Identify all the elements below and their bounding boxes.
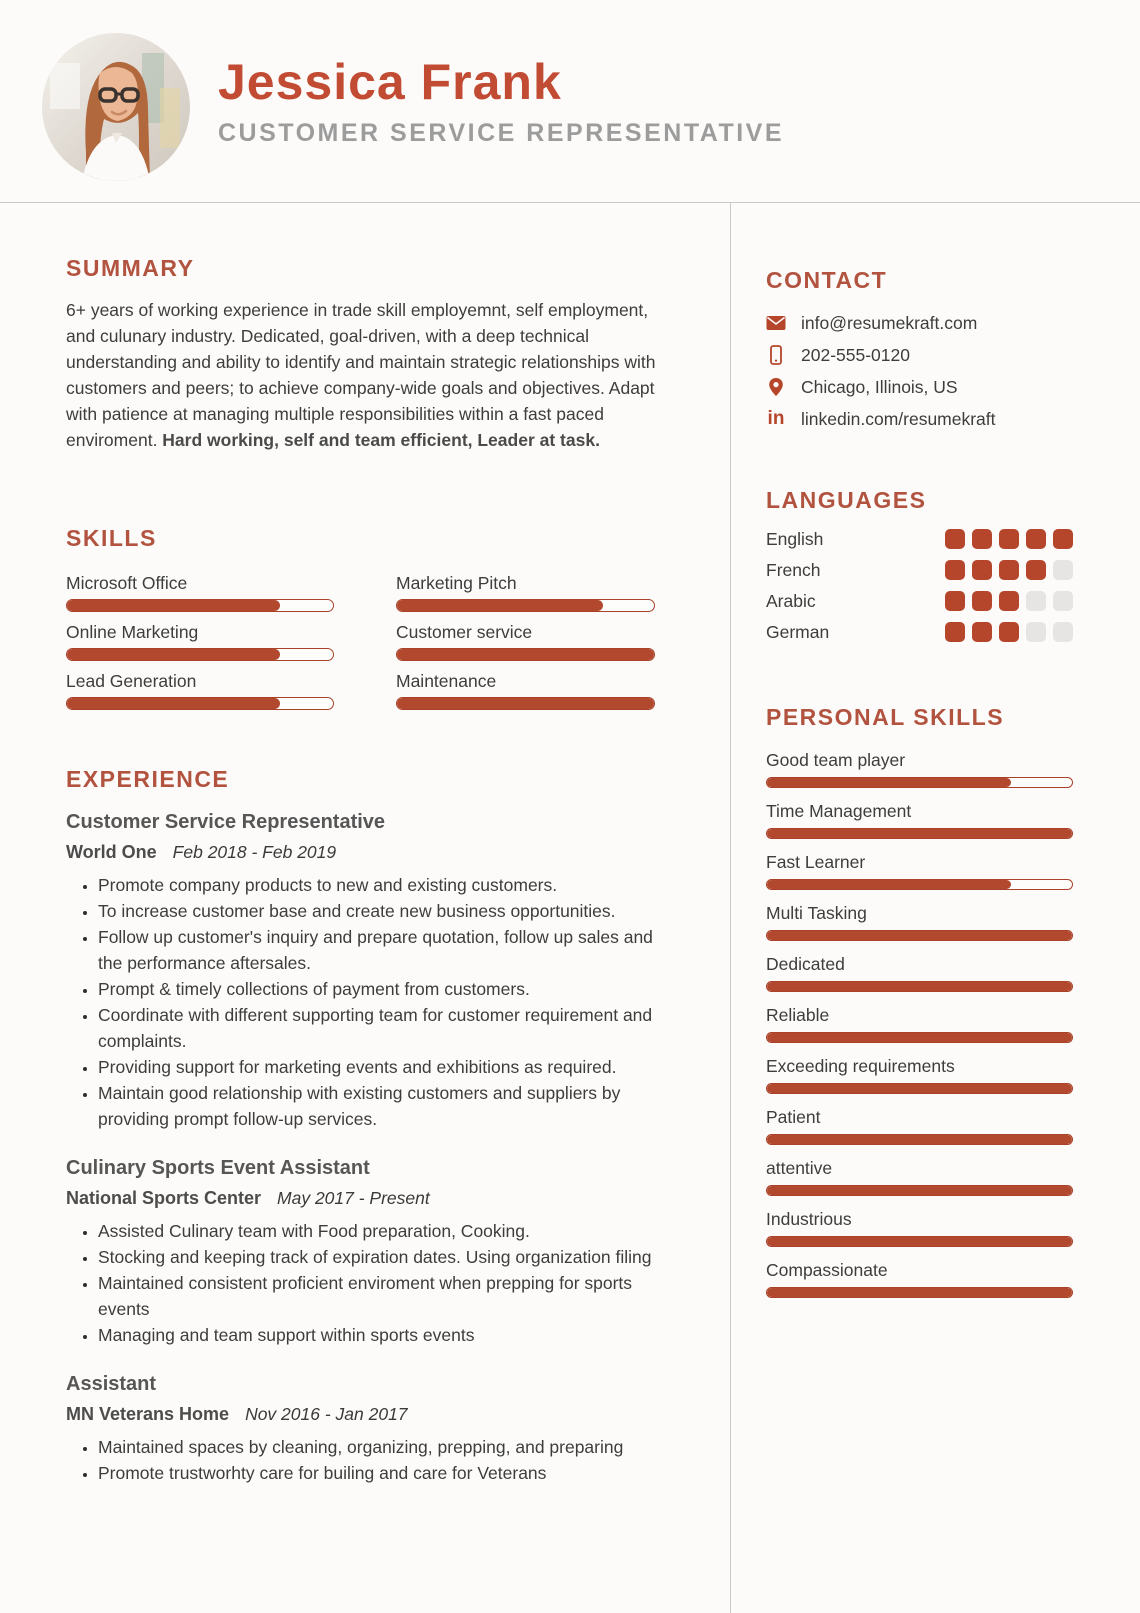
person-job-title: CUSTOMER SERVICE REPRESENTATIVE [218,119,785,147]
contact-row-email [766,313,1140,333]
skill-item [66,671,334,710]
skill-bar [66,697,334,710]
skill-item [66,622,334,661]
job-bullet: • Maintain good relationship with existing customers and suppliers by providing prompt follow-up services. [98,1080,662,1132]
personal-skill-bar-fill [767,778,1011,787]
level-square-filled [1053,529,1073,549]
personal-skill-label: Industrious [766,1209,852,1229]
job-company: National Sports Center [66,1188,262,1208]
skill-item [396,573,655,612]
job-bullet: • Managing and team support within sports events [98,1322,662,1348]
personal-skill-bar-fill [767,931,1072,940]
personal-skill-item [766,903,1073,941]
job-bullet: • Coordinate with different supporting team for customer requirement and complaints. [98,1002,662,1054]
personal-skill-bar [766,828,1073,839]
personal-skill-bar-fill [767,829,1072,838]
language-row [766,591,1073,611]
job-meta [66,840,662,866]
level-square-empty [1026,622,1046,642]
level-square-empty [1053,591,1073,611]
job-bullet: • To increase customer base and create new business opportunities. [98,898,662,924]
personal-skill-bar-fill [767,1033,1072,1042]
personal-skill-bar [766,1134,1073,1145]
personal-skill-item [766,750,1073,788]
personal-skill-label: Time Management [766,801,912,821]
level-square-filled [945,622,965,642]
personal-skill-rows [766,750,1073,1298]
language-level-squares [945,622,1073,642]
language-label: Arabic [766,590,816,611]
personal-skill-label: Exceeding requirements [766,1056,955,1076]
personal-skill-bar [766,981,1073,992]
personal-skill-bar-fill [767,982,1072,991]
personal-skill-item [766,1158,1073,1196]
summary-section [66,255,662,453]
personal-skill-bar [766,777,1073,788]
skill-bar-fill [67,698,280,709]
personal-skill-bar [766,1236,1073,1247]
profile-photo [42,33,190,181]
personal-skill-label: Patient [766,1107,821,1127]
job-title: Customer Service Representative [66,811,386,833]
personal-skill-label: Good team player [766,750,906,770]
skill-label: Microsoft Office [66,573,188,593]
personal-skill-label: Dedicated [766,954,845,974]
language-label: German [766,621,830,642]
personal-skills-section [766,704,1140,1298]
level-square-filled [999,591,1019,611]
skill-label: Online Marketing [66,622,199,642]
job-bullets [66,1434,662,1486]
language-row [766,622,1073,642]
skill-bar-fill [397,649,654,660]
personal-skill-bar [766,1032,1073,1043]
profile-photo-illustration [42,33,190,181]
level-square-empty [1053,622,1073,642]
personal-skill-bar-fill [767,1186,1072,1195]
level-square-filled [999,529,1019,549]
skills-section [66,525,662,710]
skill-label: Maintenance [396,671,497,691]
job-bullet: • Maintained consistent proficient enviroment when prepping for sports events [98,1270,662,1322]
level-square-empty [1026,591,1046,611]
contact-row-linkedin [766,409,1140,429]
skill-bar [396,599,655,612]
skills-grid [66,573,662,710]
level-square-filled [999,622,1019,642]
personal-skill-bar [766,879,1073,890]
left-column [0,203,731,1613]
job-company: MN Veterans Home [66,1404,230,1424]
language-row [766,560,1073,580]
contact-location: Chicago, Illinois, US [801,376,958,397]
personal-skill-bar-fill [767,1084,1072,1093]
personal-skill-item [766,1056,1073,1094]
personal-skill-label: Multi Tasking [766,903,867,923]
resume-header [0,0,1140,203]
person-name: Jessica Frank [218,54,562,110]
languages-heading: LANGUAGES [766,487,927,513]
language-level-squares [945,529,1073,549]
job-meta [66,1186,662,1212]
experience-heading: EXPERIENCE [66,766,230,792]
contact-phone[interactable]: 202-555-0120 [801,344,910,365]
job-bullet: • Follow up customer's inquiry and prepare quotation, follow up sales and the performance aftersales. [98,924,662,976]
personal-skill-item [766,1260,1073,1298]
skill-item [396,671,655,710]
skill-bar-fill [397,600,603,611]
skill-bar [66,599,334,612]
personal-skill-bar [766,1083,1073,1094]
job-bullet: • Prompt & timely collections of payment from customers. [98,976,662,1002]
level-square-filled [972,560,992,580]
personal-skill-item [766,801,1073,839]
contact-email[interactable]: info@resumekraft.com [801,312,978,333]
experience-job [66,1372,662,1486]
contact-linkedin[interactable]: linkedin.com/resumekraft [801,408,996,429]
job-dates: Feb 2018 - Feb 2019 [172,842,337,862]
personal-skill-bar-fill [767,1135,1072,1144]
personal-skill-bar [766,1287,1073,1298]
personal-skill-bar-fill [767,880,1011,889]
skill-bar-fill [397,698,654,709]
skill-bar-fill [67,600,280,611]
job-title: Culinary Sports Event Assistant [66,1157,370,1179]
summary-text-bold: Hard working, self and team efficient, Leader at task. [162,430,600,450]
experience-jobs [66,810,662,1486]
personal-skill-item [766,954,1073,992]
personal-skill-label: Fast Learner [766,852,866,872]
level-square-filled [1026,529,1046,549]
phone-icon [766,345,786,365]
job-bullet: • Stocking and keeping track of expiration dates. Using organization filing [98,1244,662,1270]
job-bullet: • Providing support for marketing events and exhibitions as required. [98,1054,662,1080]
level-square-empty [1053,560,1073,580]
experience-job [66,810,662,1132]
level-square-filled [945,591,965,611]
job-bullet: • Promote company products to new and existing customers. [98,872,662,898]
job-bullets [66,872,662,1132]
personal-skill-label: Compassionate [766,1260,888,1280]
job-meta [66,1402,662,1428]
linkedin-icon: in [767,408,785,429]
personal-skill-label: Reliable [766,1005,830,1025]
personal-skill-item [766,852,1073,890]
personal-skill-label: attentive [766,1158,833,1178]
personal-skill-bar-fill [767,1237,1072,1246]
job-bullet: • Promote trustworhty care for builing and care for Veterans [98,1460,662,1486]
level-square-filled [972,529,992,549]
job-bullet: • Assisted Culinary team with Food preparation, Cooking. [98,1218,662,1244]
job-dates: Nov 2016 - Jan 2017 [245,1404,408,1424]
summary-heading: SUMMARY [66,255,195,281]
personal-skill-item [766,1005,1073,1043]
personal-skill-item [766,1107,1073,1145]
resume-body [0,203,1140,1613]
level-square-filled [1026,560,1046,580]
language-row [766,529,1073,549]
skill-bar [396,697,655,710]
level-square-filled [972,622,992,642]
language-level-squares [945,560,1073,580]
skill-item [396,622,655,661]
language-label: French [766,559,821,580]
job-bullet: • Maintained spaces by cleaning, organizing, prepping, and preparing [98,1434,662,1460]
personal-skill-bar [766,930,1073,941]
personal-skill-item [766,1209,1073,1247]
level-square-filled [999,560,1019,580]
job-company: World One [66,842,157,862]
personal-skill-bar-fill [767,1288,1072,1297]
contact-row-location [766,377,1140,397]
experience-section [66,766,662,1486]
level-square-filled [945,560,965,580]
contact-section [766,267,1140,429]
right-column [731,203,1140,1613]
skills-heading: SKILLS [66,525,157,551]
level-square-filled [972,591,992,611]
language-rows [766,529,1073,642]
skill-label: Marketing Pitch [396,573,517,593]
level-square-filled [945,529,965,549]
experience-job [66,1156,662,1348]
language-level-squares [945,591,1073,611]
contact-row-phone [766,345,1140,365]
personal-skills-heading: PERSONAL SKILLS [766,704,1005,730]
job-bullets [66,1218,662,1348]
skill-bar [66,648,334,661]
language-label: English [766,528,824,549]
job-title: Assistant [66,1373,157,1395]
skill-label: Customer service [396,622,533,642]
skill-bar [396,648,655,661]
email-icon [766,313,786,333]
skill-item [66,573,334,612]
languages-section [766,487,1140,642]
summary-text-regular: 6+ years of working experience in trade skill employemnt, self employment, and culunary industry. Dedicated, goal-driven, with a deep technical understanding and ability to identify and maintain strategic relationships with customers and peers; to achieve company-wide goals and objectives. Adapt with patience at managing multiple responsibilities within a fast paced enviroment. [66,300,656,450]
skill-label: Lead Generation [66,671,197,691]
job-dates: May 2017 - Present [277,1188,430,1208]
personal-skill-bar [766,1185,1073,1196]
summary-text [66,297,663,453]
contact-heading: CONTACT [766,267,888,293]
contact-rows [766,313,1140,429]
skill-bar-fill [67,649,280,660]
location-icon [766,377,786,397]
